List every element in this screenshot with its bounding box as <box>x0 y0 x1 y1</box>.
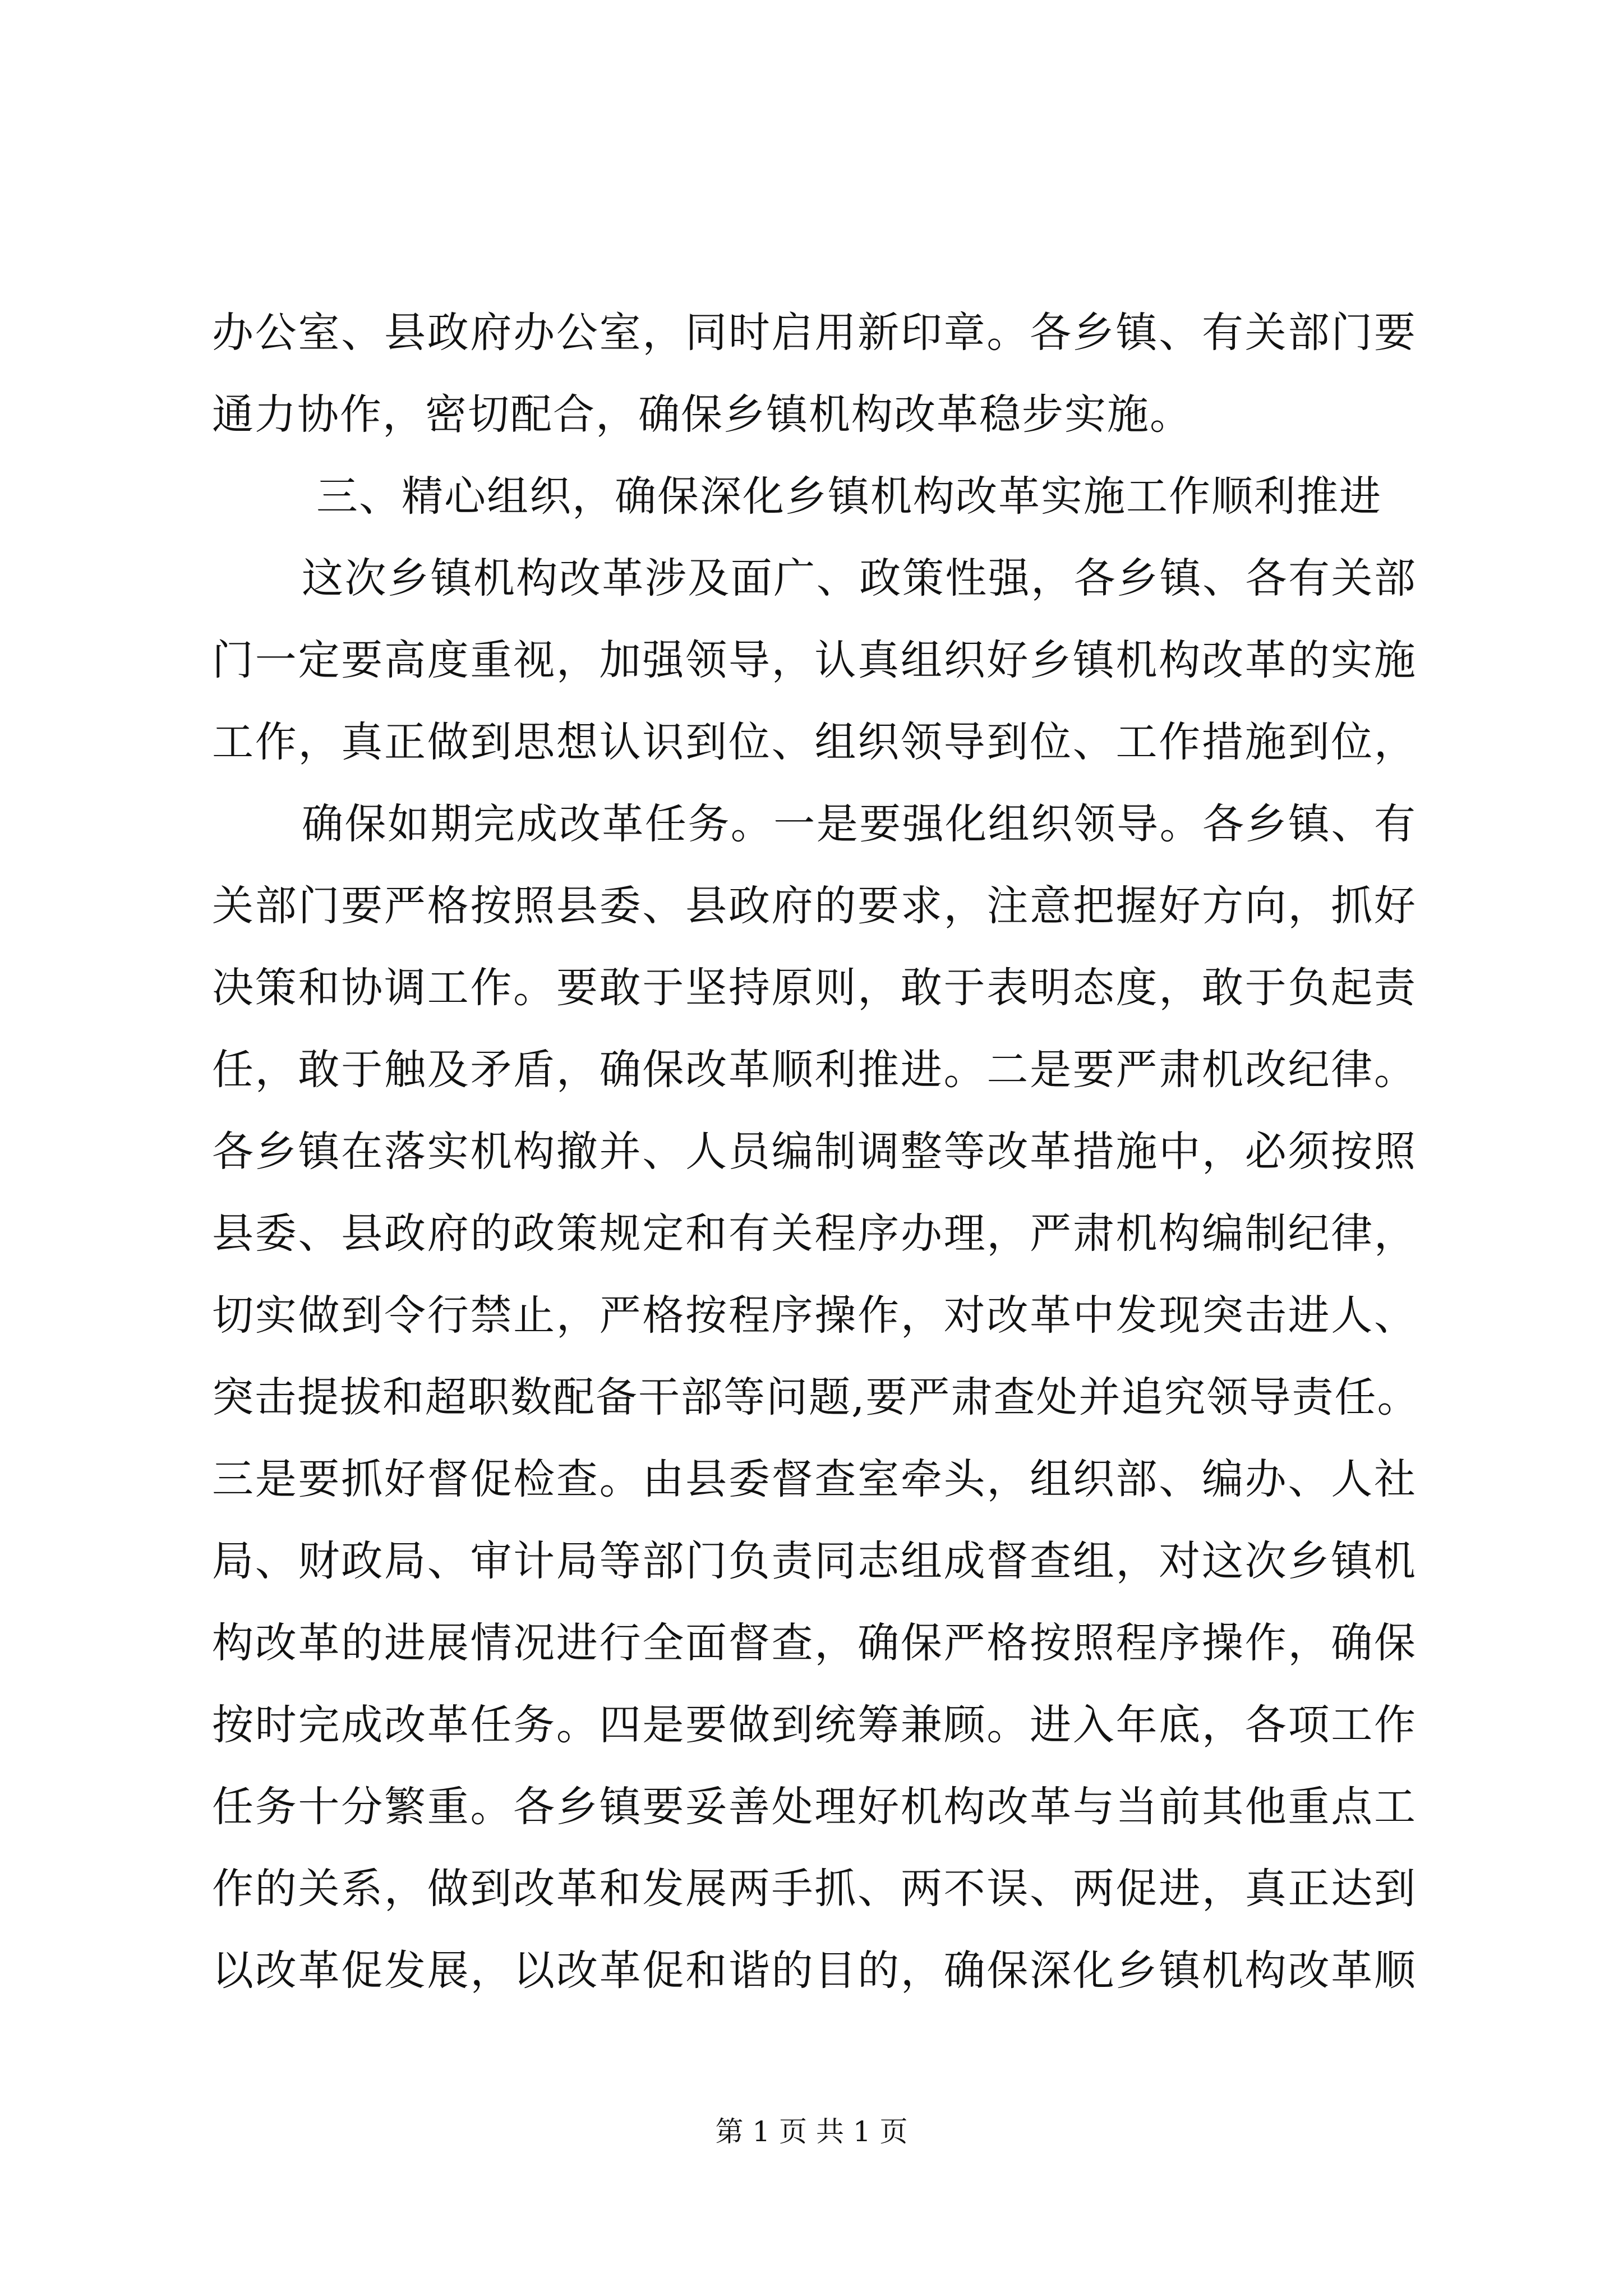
text-line-17: 构改革的进展情况进行全面督查，确保严格按照程序操作，确保 <box>212 1619 1417 1667</box>
page-footer: 第 1 页 共 1 页 <box>715 2115 908 2148</box>
document-body <box>212 292 1420 2012</box>
text-line-1: 办公室、县政府办公室，同时启用新印章。各乡镇、有关部门要 <box>212 309 1417 357</box>
text-line-11: 各乡镇在落实机构撤并、人员编制调整等改革措施中，必须按照 <box>212 1128 1417 1176</box>
text-line-15: 三是要抓好督促检查。由县委督查室牵头，组织部、编办、人社 <box>212 1455 1417 1503</box>
text-line-13: 切实做到令行禁止，严格按程序操作，对改革中发现突击进人、 <box>212 1291 1417 1340</box>
text-line-2: 通力协作，密切配合，确保乡镇机构改革稳步实施。 <box>212 390 1192 439</box>
text-line-5: 门一定要高度重视，加强领导，认真组织好乡镇机构改革的实施 <box>212 636 1417 684</box>
text-line-8: 关部门要严格按照县委、县政府的要求，注意把握好方向，抓好 <box>212 882 1417 930</box>
text-line-7: 确保如期完成改革任务。一是要强化组织领导。各乡镇、有 <box>302 800 1417 848</box>
text-line-4: 这次乡镇机构改革涉及面广、政策性强，各乡镇、各有关部 <box>302 554 1417 602</box>
text-line-18: 按时完成改革任务。四是要做到统筹兼顾。进入年底，各项工作 <box>212 1701 1417 1749</box>
text-line-16: 局、财政局、审计局等部门负责同志组成督查组，对这次乡镇机 <box>212 1537 1417 1585</box>
text-line-9: 决策和协调工作。要敢于坚持原则，敢于表明态度，敢于负起责 <box>212 964 1417 1012</box>
text-line-10: 任，敢于触及矛盾，确保改革顺利推进。二是要严肃机改纪律。 <box>212 1046 1417 1094</box>
text-line-20: 作的关系，做到改革和发展两手抓、两不误、两促进，真正达到 <box>212 1865 1417 1913</box>
text-line-21: 以改革促发展，以改革促和谐的目的，确保深化乡镇机构改革顺 <box>212 1947 1417 1995</box>
text-line-6: 工作，真正做到思想认识到位、组织领导到位、工作措施到位， <box>212 718 1417 766</box>
text-line-19: 任务十分繁重。各乡镇要妥善处理好机构改革与当前其他重点工 <box>212 1783 1417 1831</box>
text-line-12: 县委、县政府的政策规定和有关程序办理，严肃机构编制纪律， <box>212 1209 1417 1258</box>
text-line-14: 突击提拔和超职数配备干部等问题,要严肃查处并追究领导责任。 <box>212 1373 1420 1421</box>
section-heading: 三、精心组织，确保深化乡镇机构改革实施工作顺利推进 <box>316 472 1382 521</box>
